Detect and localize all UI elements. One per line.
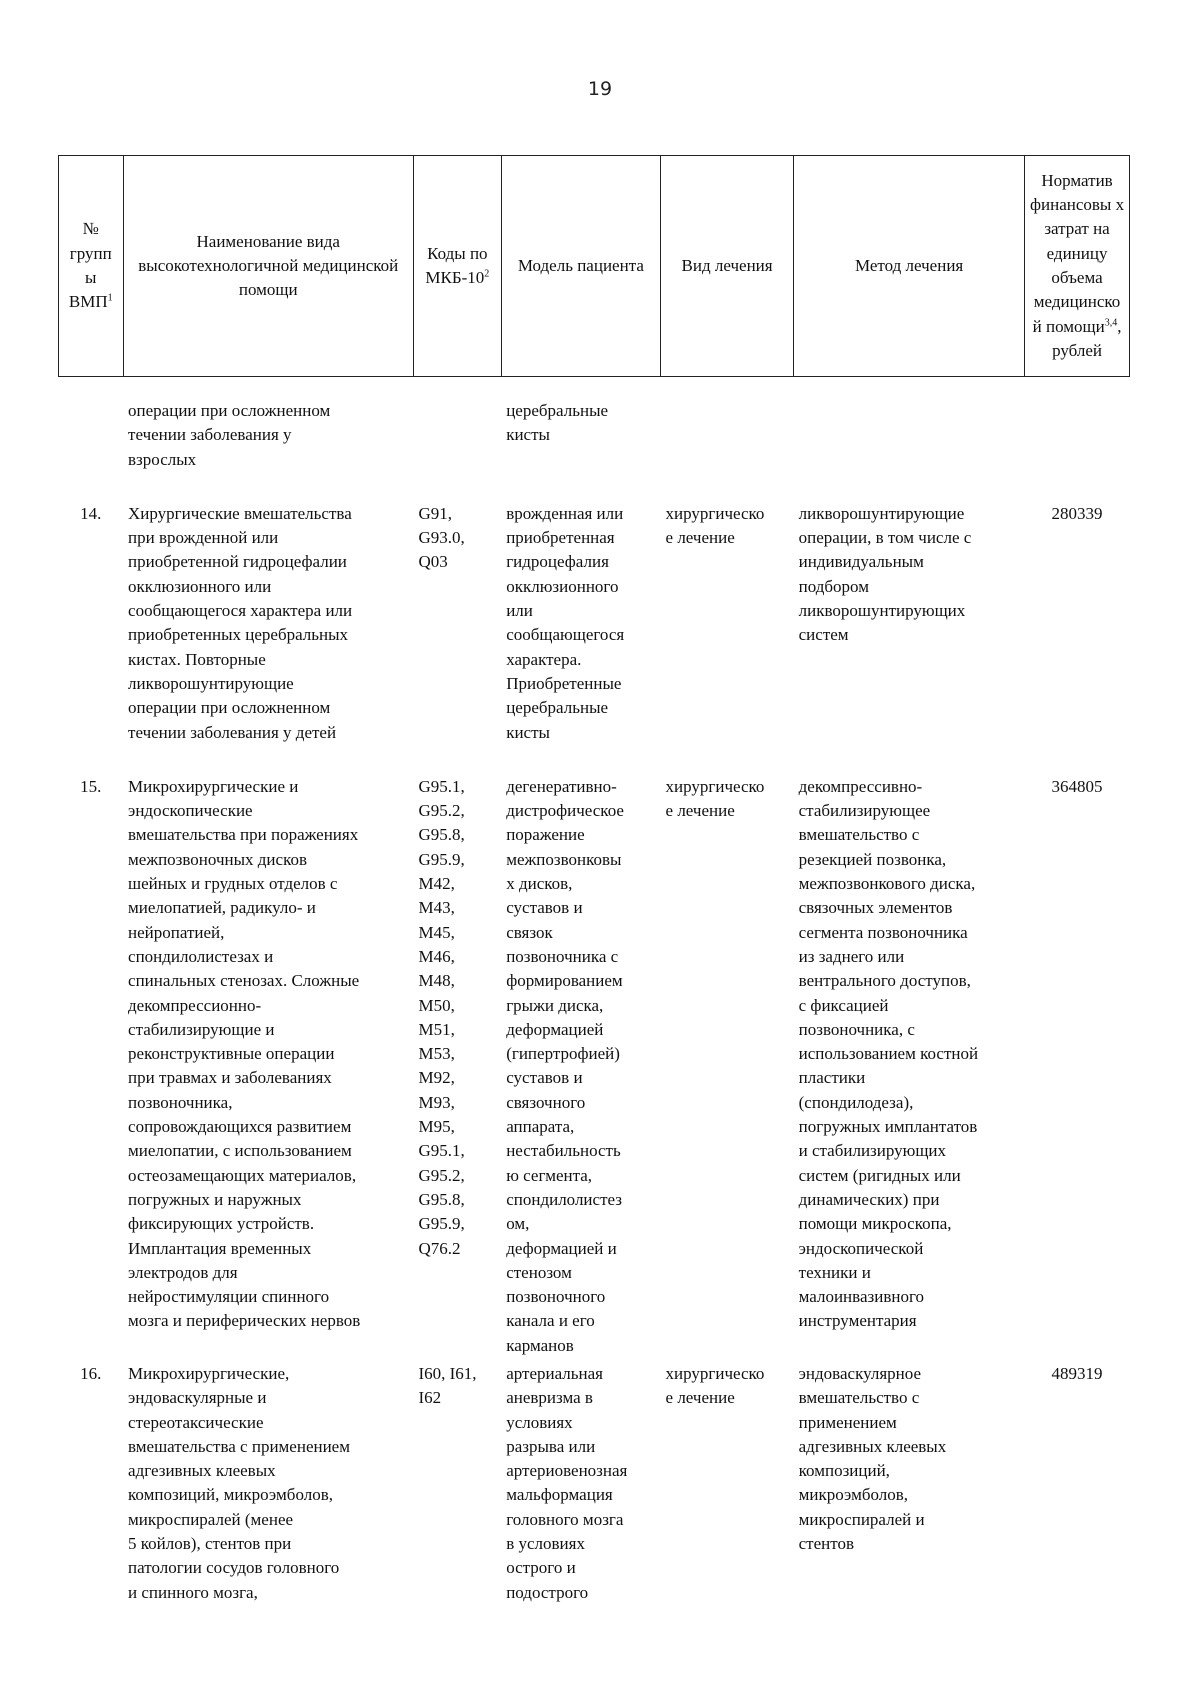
cell-cost-norm: 364805 (1051, 776, 1103, 796)
cell-patient-model: врожденная или приобретенная гидроцефалия окклюзионного или сообщающегося характера. Приобретенные церебральные кисты (506, 503, 625, 742)
cell-treatment-type: хирургическо е лечение (665, 1363, 765, 1408)
cell-icd-codes: G95.1, G95.2, G95.8, G95.9, M42, M43, M45, M46, M48, M50, M51, M53, M92, M93, M95, G95.1, G95.2, G95.8, G95.9, Q76.2 (418, 776, 465, 1258)
header-icd-codes: Коды по МКБ-$10^2$ (413, 156, 501, 377)
cell-care-type: Хирургические вмешательства при врожденной или приобретенной гидроцефалии окклюзионного или сообщающегося характера или приобретенных церебральных кистах. Повторные ликворошунтирующие операции при осложненном течении заболевания у детей (128, 503, 353, 742)
cell-icd-codes: I60, I61, I62 (418, 1363, 477, 1408)
cell-group-number (59, 377, 124, 502)
cell-icd-codes (413, 377, 501, 502)
cell-group-number: 14. (80, 503, 102, 523)
cell-patient-model: артериальная аневризма в условиях разрыва или артериовенозная мальформация головного мозга в условиях острого и подострого (506, 1363, 628, 1602)
cell-treatment-type: хирургическо е лечение (665, 503, 765, 548)
page-number: 19 (587, 78, 613, 100)
cell-group-number: 16. (80, 1363, 102, 1383)
cell-care-type: Микрохирургические, эндоваскулярные и стереотаксические вмешательства с применением адгезивных клеевых композиций, микроэмболов, микроспиралей (менее 5 койлов), стентов при патологии сосудов головного и спинного мозга, (128, 1363, 350, 1602)
table-row (59, 775, 1130, 1362)
table-header-row (59, 156, 1130, 377)
cell-care-type: Микрохирургические и эндоскопические вмешательства при поражениях межпозвоночных дисков шейных и грудных отделов с миелопатией, радикуло- и нейропатией, спондилолистезах и спинальных стенозах. Сложные декомпрессионно- стабилизирующие и реконструктивные операции при травмах и заболеваниях позвоночника, сопровождающихся развитием миелопатии, с использованием остеозамещающих материалов, погружных и наружных фиксирующих устройств. Имплантация временных электродов для нейростимуляции спинного мозга и периферических нервов (128, 776, 361, 1331)
cell-care-type: операции при осложненном течении заболевания у взрослых (128, 401, 331, 469)
cell-treatment-method: ликворошунтирующие операции, в том числе с индивидуальным подбором ликворошунтирующих систем (798, 503, 972, 645)
cell-treatment-method: эндоваскулярное вмешательство с применением адгезивных клеевых композиций, микроэмболов, микроспиралей и стентов (798, 1363, 947, 1554)
cell-cost-norm: 489319 (1051, 1363, 1103, 1383)
cell-treatment-method: декомпрессивно- стабилизирующее вмешательство с резекцией позвонка, межпозвонкового диска, связочных элементов сегмента позвоночника из заднего или вентрального доступов, с фиксацией позвоночника, с использованием костной пластики (спондилодеза), погружных имплантатов и стабилизирующих систем (ригидных или динамических) при помощи микроскопа, эндоскопической техники и малоинвазивного инструментария (798, 776, 979, 1331)
cell-treatment-type: хирургическо е лечение (665, 776, 765, 821)
cell-group-number: 15. (80, 776, 102, 796)
cell-patient-model: церебральные кисты (506, 401, 609, 445)
cell-cost-norm (1025, 377, 1130, 502)
cell-treatment-type (661, 377, 794, 502)
vmp-table (58, 155, 1130, 1605)
cell-treatment-method (794, 377, 1025, 502)
header-patient-model: Модель пациента (501, 156, 660, 377)
header-group-number: № групп ы ВМП$^1$ (59, 156, 124, 377)
cell-icd-codes: G91, G93.0, Q03 (418, 503, 465, 572)
table-row (59, 502, 1130, 775)
header-treatment-type: Вид лечения (661, 156, 794, 377)
table-row (59, 1362, 1130, 1605)
header-cost-norm: Норматив финансовы х затрат на единицу объема медицинско й помощи$^{3,4}$, рублей (1025, 156, 1130, 377)
cell-cost-norm: 280339 (1051, 503, 1103, 523)
header-care-type: Наименование вида высокотехнологичной медицинской помощи (123, 156, 413, 377)
cell-patient-model: дегенеративно- дистрофическое поражение межпозвонковы х дисков, суставов и связок позвоночника с формированием грыжи диска, деформацией (гипертрофией) суставов и связочного аппарата, нестабильность ю сегмента, спондилолистез ом, деформацией и стенозом позвоночного канала и его карманов (506, 776, 624, 1355)
table-row (59, 377, 1130, 502)
header-treatment-method: Метод лечения (794, 156, 1025, 377)
